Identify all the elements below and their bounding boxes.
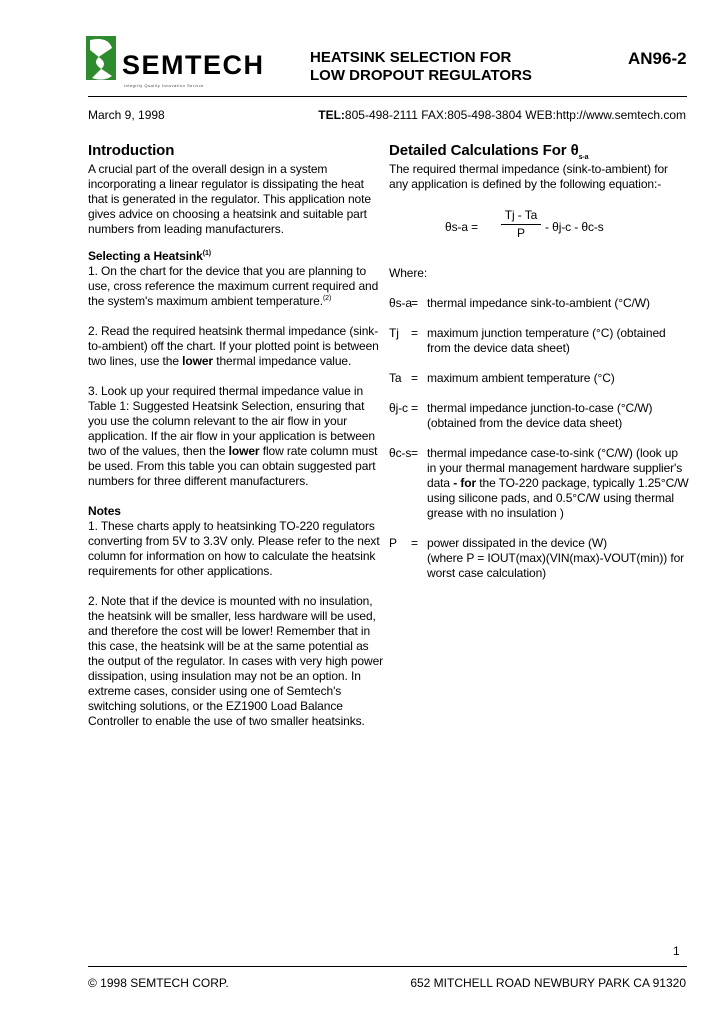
contact-info (318, 108, 686, 122)
calculations-intro: The required thermal impedance (sink-to-ambient) for any application is defined by the following equation:- (389, 162, 668, 191)
header-divider (88, 96, 687, 97)
introduction-heading: Introduction (88, 142, 175, 159)
semtech-logo (86, 36, 296, 86)
definition-symbol: P (389, 536, 397, 550)
introduction-text: A crucial part of the overall design in a system incorporating a linear regulator is dissipating the heat that is generated in the regulator. This application note gives advice on choosing a heatsink and suitable part numbers from leading manufacturers. (88, 162, 371, 236)
step-2: 2. Read the required heatsink thermal impedance (sink-to-ambient) off the chart. If your plotted point is between two lines, use the lower thermal impedance value. (88, 324, 379, 368)
definition-symbol: θs-a (389, 296, 412, 310)
definition-symbol: θj-c (389, 401, 408, 415)
definition-theta-jc: θj-c = thermal impedance junction-to-case (°C/W) (obtained from the device data sheet) (389, 401, 653, 430)
contact-numbers: 805-498-2111 FAX:805-498-3804 WEB:http://www.semtech.com (344, 108, 686, 122)
equation-denominator: P (517, 226, 525, 240)
footer-divider (88, 966, 687, 967)
definition-text: thermal impedance case-to-sink (°C/W) (look up in your thermal management hardware supplier's data - for the TO-220 package, typically 1.25°C/W using silicone pads, and 0.5°C/W using thermal grease with no insulation ) (427, 446, 689, 520)
definition-theta-cs: θc-s = thermal impedance case-to-sink (°C/W) (look up in your thermal management hardware supplier's data - for the TO-220 package, typically 1.25°C/W using silicone pads, and 0.5°C/W using thermal grease with no insulation ) (389, 446, 689, 520)
footnote-ref-2: (2) (322, 295, 332, 302)
document-date: March 9, 1998 (88, 108, 165, 122)
definition-text: thermal impedance sink-to-ambient (°C/W) (427, 296, 650, 310)
company-address: 652 MITCHELL ROAD NEWBURY PARK CA 91320 (410, 976, 686, 990)
left-column (88, 142, 384, 729)
equation-fraction (501, 208, 541, 241)
note-1: 1. These charts apply to heatsinking TO-220 regulators converting from 5V to 3.3V only. Please refer to the next column for information on how to calculate the heatsink requirements for other applications. (88, 519, 380, 578)
definition-text: thermal impedance junction-to-case (°C/W) (obtained from the device data sheet) (427, 401, 653, 430)
notes-heading: Notes (88, 504, 121, 518)
tel-label: TEL: (318, 108, 345, 122)
page-number: 1 (673, 944, 680, 958)
equation-numerator: Tj - Ta (501, 208, 541, 225)
definition-text: power dissipated in the device (W) (where P = IOUT(max)(VIN(max)-VOUT(min)) for worst case calculation) (427, 536, 685, 580)
definition-symbol: Tj (389, 326, 399, 340)
document-title (310, 49, 532, 85)
title-line-1: HEATSINK SELECTION FOR (310, 49, 512, 66)
definition-ta: Ta = maximum ambient temperature (°C) (389, 371, 615, 385)
definition-symbol: θc-s (389, 446, 412, 460)
definition-p: P = power dissipated in the device (W) (where P = IOUT(max)(VIN(max)-VOUT(min)) for worst case calculation) (389, 536, 685, 580)
definition-symbol: Ta (389, 371, 402, 385)
note-2: 2. Note that if the device is mounted with no insulation, the heatsink will be smaller, less hardware will be used, and therefore the cost will be lower! Remember that in this case, the heatsink will be at the same potential as the output of the regulator. In cases with very high power dissipation, using insulation may not be an option. In extreme cases, consider using one of Semtech's switching solutions, or the EZ1900 Load Balance Controller to enable the use of two smaller heatsinks. (88, 594, 384, 728)
footnote-ref-1: (1) (202, 250, 211, 257)
definition-tj: Tj = maximum junction temperature (°C) (obtained from the device data sheet) (389, 326, 666, 355)
equation-rest: - θj-c - θc-s (545, 220, 604, 234)
logo-tagline: Integrity Quality Innovation Service (124, 83, 204, 88)
detailed-calculations-heading: Detailed Calculations For $\theta_{s-a}$ (389, 142, 589, 161)
right-column (389, 142, 689, 596)
step-3: 3. Look up your required thermal impedance value in Table 1: Suggested Heatsink Selection, ensuring that you use the column relevant to the air flow in your application. If the air flow in your application is between two of the values, then the lower flow rate column must be used. From this table you can obtain suggested part numbers for three different manufacturers. (88, 384, 378, 488)
title-line-2: LOW DROPOUT REGULATORS (310, 67, 532, 84)
step-1: 1. On the chart for the device that you are planning to use, cross reference the maximum current required and the system's maximum ambient temperature.$^{(2)}$ (88, 264, 379, 308)
equation-lhs: θs-a = (445, 220, 479, 234)
copyright: © 1998 SEMTECH CORP. (88, 976, 229, 990)
thermal-impedance-equation (389, 198, 689, 262)
selecting-heatsink-heading: Selecting a Heatsink$^{(1)}$ (88, 249, 211, 263)
logo-wordmark: SEMTECH (122, 50, 265, 80)
definition-text: maximum ambient temperature (°C) (427, 371, 615, 385)
document-id: AN96-2 (628, 49, 687, 68)
definition-theta-sa: θs-a = thermal impedance sink-to-ambient (°C/W) (389, 296, 650, 310)
definition-text: maximum junction temperature (°C) (obtained from the device data sheet) (427, 326, 666, 355)
where-label: Where: (389, 266, 428, 280)
semtech-logo-mark-icon (86, 36, 126, 86)
